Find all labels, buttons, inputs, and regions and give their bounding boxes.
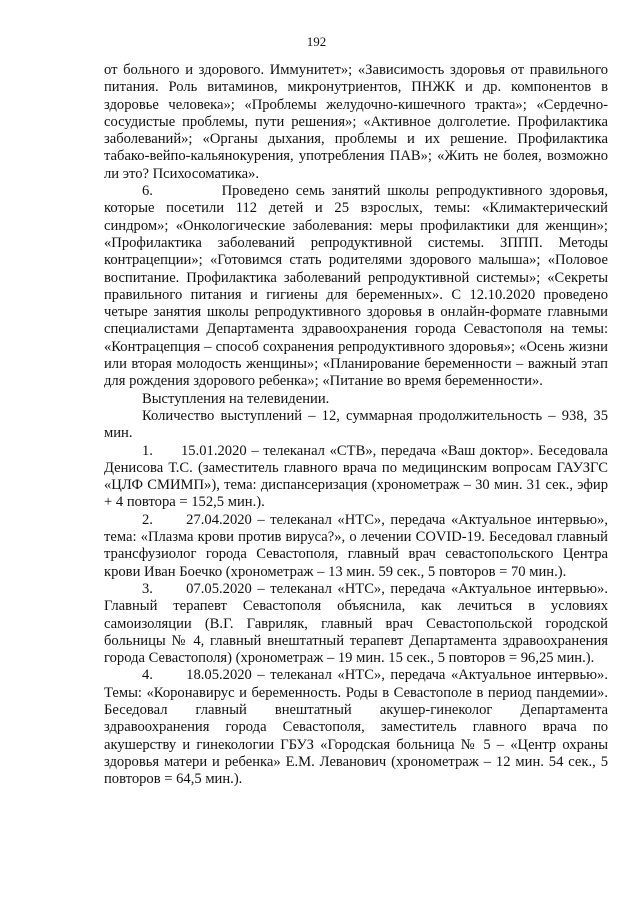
paragraph-tv-item-4: 4. 18.05.2020 – телеканал «НТС», передача «Актуальное интервью». Темы: «Коронавирус и беременность. Роды в Севастополе в период пандемии». Беседовал главный внештатный акушер-гинеколог Департамента здравоохранения города Севастополя, заместитель главного врача по акушерству и гинекологии ГБУЗ «Городская больница № 5 – «Центр охраны здоровья матери и ребенка» Е.М. Леванович (хронометраж – 12 мин. 54 сек., 5 повторов = 64,5 мин.). bbox=[104, 667, 608, 788]
paragraph-tv-item-1: 1. 15.01.2020 – телеканал «СТВ», передача «Ваш доктор». Беседовала Денисова Т.С. (заместитель главного врача по медицинским вопросам ГАУЗГС «ЦЛФ СМИМП»), тема: диспансеризация (хронометраж – 30 мин. 31 сек., эфир + 4 повтора = 152,5 мин.). bbox=[104, 442, 608, 511]
paragraph-tv-item-3: 3. 07.05.2020 – телеканал «НТС», передача «Актуальное интервью». Главный терапевт Севастополя объяснила, как лечиться в условиях самоизоляции (В.Г. Гавриляк, главный врач Севастопольской городской больницы № 4, главный внештатный терапевт Департамента здравоохранения города Севастополя) (хронометраж – 19 мин. 15 сек., 5 повторов = 96,25 мин.). bbox=[104, 580, 608, 667]
paragraph-tv-heading: Выступления на телевидении. bbox=[142, 390, 330, 407]
page-number: 192 bbox=[306, 34, 327, 49]
document-body bbox=[104, 62, 608, 788]
paragraph-tv-item-2: 2. 27.04.2020 – телеканал «НТС», передача «Актуальное интервью», тема: «Плазма крови против вируса?», о лечении COVID-19. Беседовал главный трансфузиолог города Севастополя, главный врач севастопольского Центра крови Иван Боечко (хронометраж – 13 мин. 59 сек., 5 повторов = 70 мин.). bbox=[104, 511, 608, 580]
paragraph-item-6-reproductive-school: 6. Проведено семь занятий школы репродуктивного здоровья, которые посетили 112 детей и 25 взрослых, темы: «Климактерический синдром»; «Онкологические заболевания: меры профилактики для женщин»; «Профилактика заболеваний репродуктивной системы. ЗППП. Методы контрацепции»; «Готовимся стать родителями здорового малыша»; «Половое воспитание. Профилактика заболеваний репродуктивной системы»; «Секреты правильного питания и гигиены для беременных». С 12.10.2020 проведено четыре занятия школы репродуктивного здоровья в онлайн-формате главными специалистами Департамента здравоохранения города Севастополя на темы: «Контрацепция – способ сохранения репродуктивного здоровья»; «Осень жизни или вторая молодость женщины»; «Планирование беременности – важный этап для рождения здорового ребенка»; «Питание во время беременности». bbox=[104, 183, 608, 390]
paragraph-health-topics-continued: от больного и здорового. Иммунитет»; «Зависимость здоровья от правильного питания. Роль витаминов, микронутриентов, ПНЖК и др. компонентов в здоровье человека»; «Проблемы желудочно-кишечного тракта»; «Сердечно-сосудистые проблемы, пути решения»; «Активное долголетие. Профилактика заболеваний»; «Органы дыхания, проблемы и их решение. Профилактика табако-вейпо-кальянокурения, употребления ПАВ»; «Жить не болея, возможно ли это? Психосоматика». bbox=[104, 62, 608, 182]
paragraph-tv-count: Количество выступлений – 12, суммарная продолжительность – 938, 35 мин. bbox=[104, 407, 608, 442]
